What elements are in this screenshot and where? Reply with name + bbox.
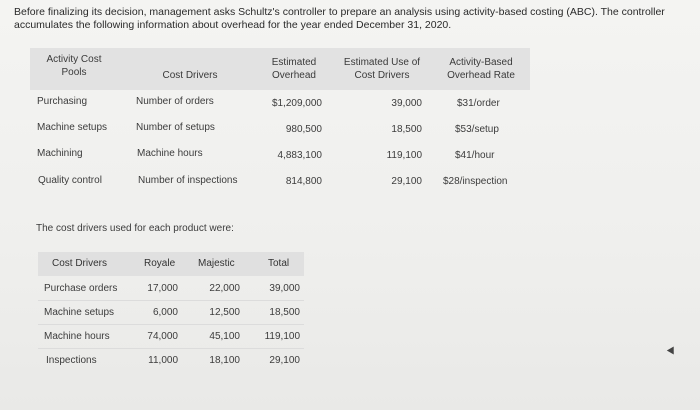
product-majestic: 18,100 xyxy=(209,355,240,366)
activity-name: Machining xyxy=(37,148,83,159)
product-driver: Machine setups xyxy=(44,307,115,318)
activity-name: Purchasing xyxy=(37,96,88,107)
activity-driver: Number of setups xyxy=(136,122,215,133)
activity-rate: $28/inspection xyxy=(443,176,508,187)
activity-driver: Machine hours xyxy=(137,148,203,159)
activity-name: Machine setups xyxy=(37,122,108,133)
product-total: 18,500 xyxy=(269,307,300,318)
row-divider xyxy=(38,300,304,301)
product-majestic: 12,500 xyxy=(209,307,240,318)
activity-use: 29,100 xyxy=(391,176,422,187)
header-total: Total xyxy=(268,258,290,269)
activity-rate: $41/hour xyxy=(455,150,495,161)
activity-use: 18,500 xyxy=(391,124,422,135)
intro-paragraph: Before finalizing its decision, management asks Schultz's controller to prepare an analysis using activity-based costing (ABC). The controller accumulates the following information about overhead for the year ended December 31, 2020. xyxy=(14,6,665,31)
header-royale: Royale xyxy=(144,258,176,269)
activity-name: Quality control xyxy=(38,175,102,186)
activity-rate: $53/setup xyxy=(455,124,499,135)
activity-overhead: 4,883,100 xyxy=(277,150,322,161)
activity-driver: Number of inspections xyxy=(138,175,238,186)
activity-rate: $31/order xyxy=(457,98,500,109)
product-total: 119,100 xyxy=(264,331,300,342)
header-activity-cost-pools: Activity Cost Pools xyxy=(46,54,102,78)
row-divider xyxy=(38,324,304,325)
activity-overhead: $1,209,000 xyxy=(271,98,322,109)
row-divider xyxy=(38,348,304,349)
activity-use: 39,000 xyxy=(391,98,422,109)
product-total: 29,100 xyxy=(269,355,300,366)
product-royale: 6,000 xyxy=(152,307,178,318)
product-driver: Inspections xyxy=(46,355,97,366)
header-cost-drivers: Cost Drivers xyxy=(162,70,218,81)
header-cost-drivers-2: Cost Drivers xyxy=(52,258,108,269)
product-total: 39,000 xyxy=(269,283,300,294)
header-estimated-overhead: Estimated Overhead xyxy=(271,57,317,81)
product-royale: 74,000 xyxy=(147,331,178,342)
product-driver: Machine hours xyxy=(44,331,110,342)
header-majestic: Majestic xyxy=(198,258,235,269)
activity-driver: Number of orders xyxy=(136,96,214,107)
product-majestic: 22,000 xyxy=(209,283,240,294)
mouse-cursor-icon xyxy=(667,346,677,356)
product-section-label: The cost drivers used for each product were: xyxy=(36,223,234,234)
activity-overhead: 814,800 xyxy=(285,176,322,187)
activity-use: 119,100 xyxy=(386,150,422,161)
product-majestic: 45,100 xyxy=(209,331,240,342)
product-royale: 17,000 xyxy=(147,283,178,294)
header-overhead-rate: Activity-Based Overhead Rate xyxy=(447,57,515,81)
product-royale: 11,000 xyxy=(148,355,178,366)
product-driver: Purchase orders xyxy=(44,283,118,294)
header-estimated-use: Estimated Use of Cost Drivers xyxy=(343,57,421,81)
activity-overhead: 980,500 xyxy=(285,124,322,135)
